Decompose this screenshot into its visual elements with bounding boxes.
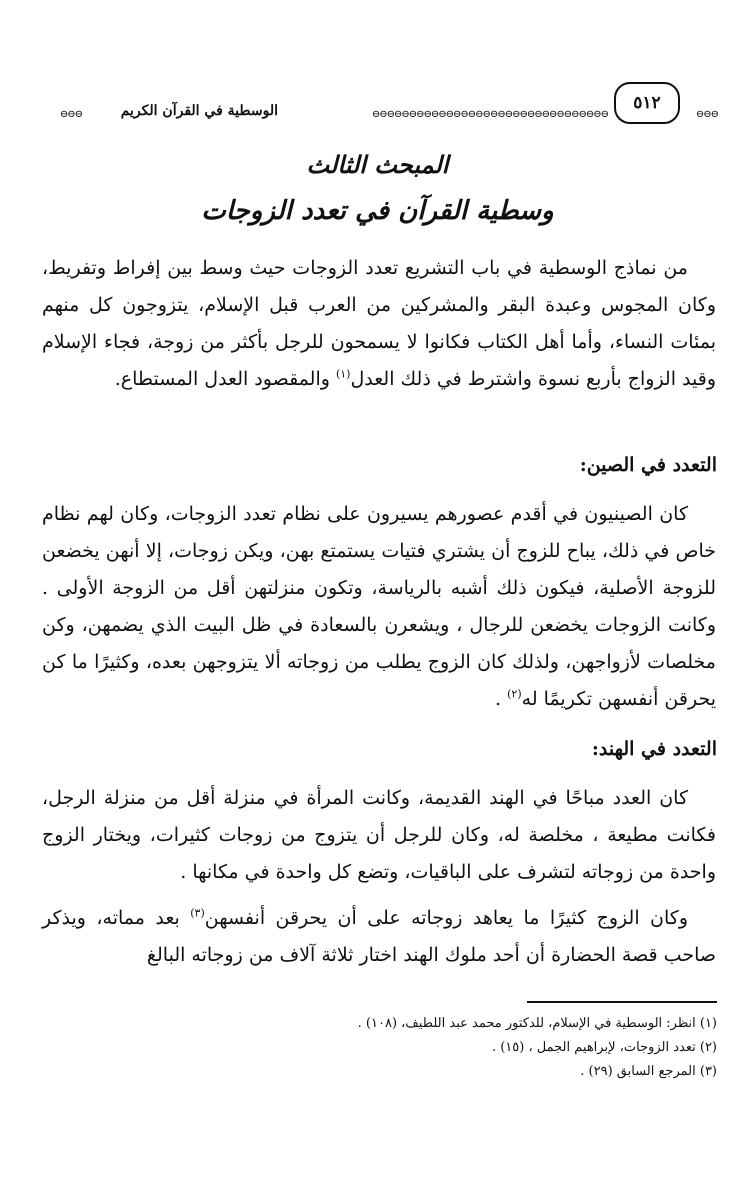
india-paragraph-2 <box>42 900 716 974</box>
page-number: ٥١٢ <box>614 82 680 124</box>
intro-text: من نماذج الوسطية في باب التشريع تعدد الزوجات حيث وسط بين إفراط وتفريط، وكان المجوس وعبدة البقر والمشركين من العرب قبل الإسلام، يتزوجون كل منهم بمئات النساء، وأما أهل الكتاب فكانوا لا يسمحون للرجل بأكثر من زوجة، فجاء الإسلام وقيد الزواج بأربع نسوة واشترط في ذلك العدل <box>42 257 716 390</box>
footnote-3: (٣) المرجع السابق (٢٩) . <box>580 1064 717 1079</box>
header-ornament-middle: ⊖⊖⊖⊖⊖⊖⊖⊖⊖⊖⊖⊖⊖⊖⊖⊖⊖⊖⊖⊖⊖⊖⊖⊖⊖⊖⊖⊖⊖⊖⊖⊖ <box>371 109 608 120</box>
header-ornament-right: ⊖⊖⊖ <box>695 109 718 120</box>
india-paragraph-1 <box>42 780 716 891</box>
footnote-ref-3: (٣) <box>190 906 205 920</box>
running-header <box>38 82 718 138</box>
india-text-2-tail: بعد مماته، ويذكر صاحب قصة الحضارة أن أحد ملوك الهند اختار ثلاثة آلاف من زوجاته البالغ <box>42 907 716 966</box>
india-text-2: وكان الزوج كثيرًا ما يعاهد زوجاته على أن يحرقن أنفسهن <box>204 907 688 929</box>
china-text: كان الصينيون في أقدم عصورهم يسيرون على نظام تعدد الزوجات، وكان لهم نظام خاص في ذلك، يباح للزوج أن يشتري فتيات يستمتع بهن، ويكن زوجات، إلا أنهن يخضعن للزوجة الأصلية، فيكون ذلك أشبه بالرياسة، وتكون منزلتهن أقل من الزوجة الأولى . وكانت الزوجات يخضعن للرجال ، ويشعرن بالسعادة في ظل البيت الذي يضمهن، وكن مخلصات لأزواجهن، ولذلك كان الزوج يطلب من زوجاته ألا يتزوجهن بعده، وكثيرًا ما كن يحرقن أنفسهن تكريمًا له <box>42 503 716 710</box>
china-tail: . <box>495 688 508 710</box>
header-ornament-left: ⊖⊖⊖ <box>59 109 82 120</box>
footnote-divider <box>527 1001 717 1003</box>
india-text: كان العدد مباحًا في الهند القديمة، وكانت المرأة في منزلة أقل من منزلة الرجل، فكانت مطيعة ، مخلصة له، وكان للرجل أن يتزوج من زوجات كثيرات، ويختار الزوج واحدة من زوجاته لتشرف على الباقيات، وتضع كل واحدة في مكانها . <box>42 787 716 883</box>
section-label: المبحث الثالث <box>306 150 449 179</box>
china-paragraph <box>42 496 716 718</box>
footnote-2: (٢) تعدد الزوجات، لإبراهيم الجمل ، (١٥) . <box>491 1040 717 1055</box>
footnotes <box>117 1012 717 1084</box>
india-heading: التعدد في الهند: <box>591 738 717 760</box>
intro-tail: والمقصود العدل المستطاع. <box>114 368 336 390</box>
footnote-ref-1: (١) <box>335 367 351 381</box>
china-heading: التعدد في الصين: <box>579 454 717 476</box>
running-title: الوسطية في القرآن الكريم <box>120 103 278 119</box>
footnote-ref-2: (٢) <box>507 687 522 701</box>
footnote-1: (١) انظر: الوسطية في الإسلام، للدكتور محمد عبد اللطيف، (١٠٨) . <box>357 1016 717 1031</box>
intro-paragraph <box>42 250 716 398</box>
chapter-title: وسطية القرآن في تعدد الزوجات <box>201 196 554 226</box>
